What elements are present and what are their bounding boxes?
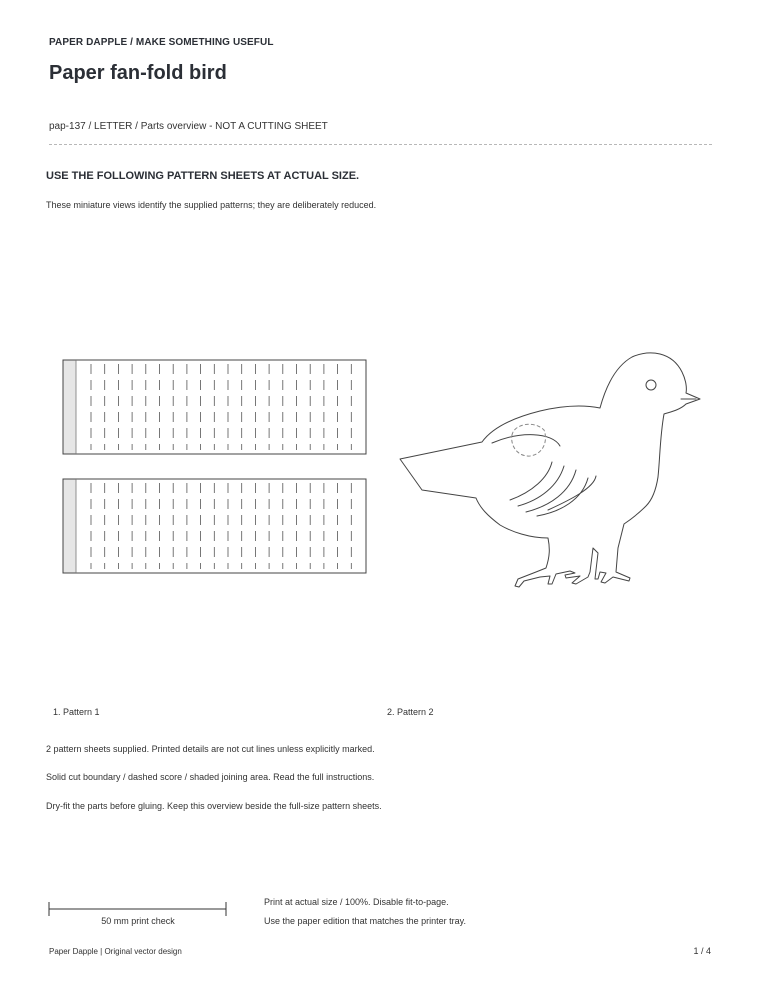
note-dry-fit: Dry-fit the parts before gluing. Keep this overview beside the full-size pattern sheets. bbox=[46, 801, 382, 811]
note-legend: Solid cut boundary / dashed score / shaded joining area. Read the full instructions. bbox=[46, 772, 375, 782]
page-title: Paper fan-fold bird bbox=[49, 62, 227, 84]
document-meta: pap-137 / LETTER / Parts overview - NOT A CUTTING SHEET bbox=[49, 121, 328, 132]
footer-credit: Paper Dapple | Original vector design bbox=[49, 947, 182, 956]
pattern-1-label: 1. Pattern 1 bbox=[53, 707, 100, 717]
print-note-actual-size: Print at actual size / 100%. Disable fit-to-page. bbox=[264, 897, 449, 907]
scale-check-label: 50 mm print check bbox=[101, 916, 175, 926]
pattern-2-label: 2. Pattern 2 bbox=[387, 707, 434, 717]
instructions-heading: USE THE FOLLOWING PATTERN SHEETS AT ACTUAL SIZE. bbox=[46, 170, 360, 182]
instructions-subheading: These miniature views identify the supplied patterns; they are deliberately reduced. bbox=[46, 200, 377, 210]
page-number: 1 / 4 bbox=[693, 946, 711, 956]
print-note-paper: Use the paper edition that matches the printer tray. bbox=[264, 916, 466, 926]
note-sheets: 2 pattern sheets supplied. Printed details are not cut lines unless explicitly marked. bbox=[46, 744, 375, 754]
brand-line: PAPER DAPPLE / MAKE SOMETHING USEFUL bbox=[49, 37, 274, 48]
